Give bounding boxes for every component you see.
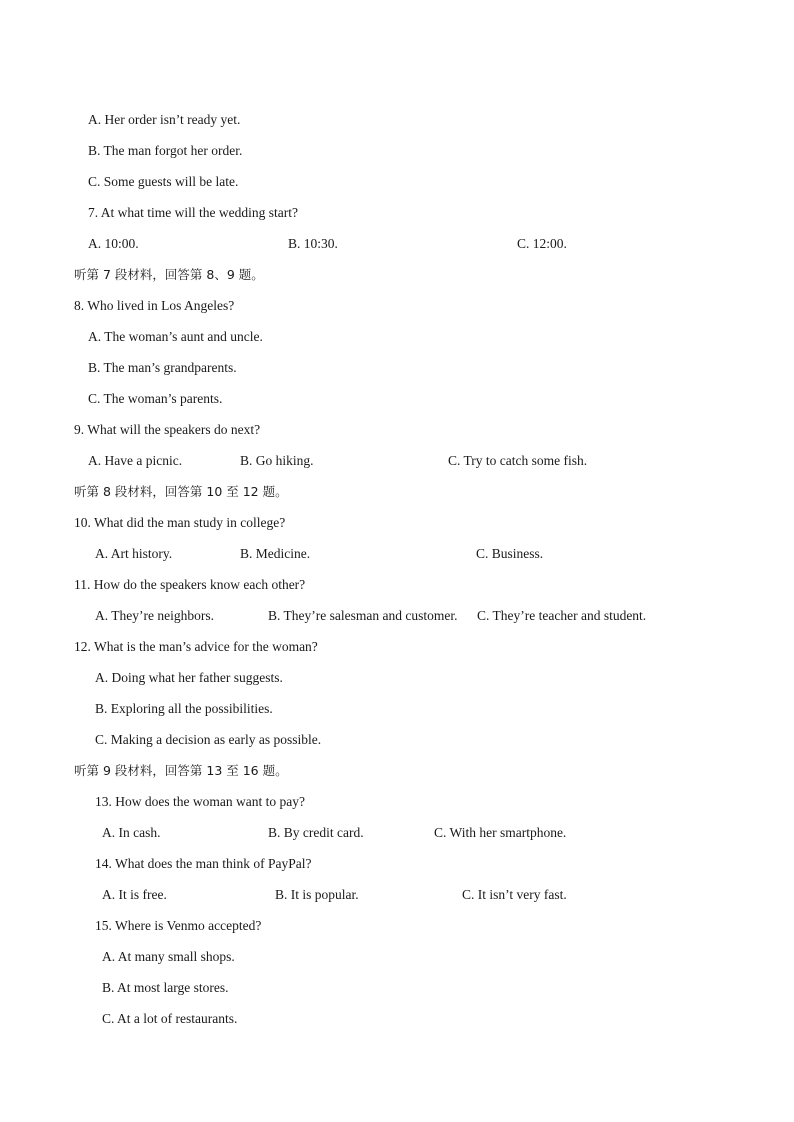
q6-option-b: B. The man forgot her order. [88,143,243,158]
q15-option-a: A. At many small shops. [102,949,235,964]
q6-option-a: A. Her order isn’t ready yet. [88,112,241,127]
q13-option-b: B. By credit card. [268,825,364,840]
q10-question: 10. What did the man study in college? [74,515,286,530]
q7-option-a: A. 10:00. [88,236,139,251]
q13-option-c: C. With her smartphone. [434,825,567,840]
q8-option-a: A. The woman’s aunt and uncle. [88,329,263,344]
q7-question: 7. At what time will the wedding start? [88,205,298,220]
section-8-instruction: 听第 8 段材料，回答第 10 至 12 题。 [74,484,288,499]
q8-option-c: C. The woman’s parents. [88,391,223,406]
q14-option-a: A. It is free. [102,887,167,902]
q9-option-c: C. Try to catch some fish. [448,453,588,468]
section-7-instruction: 听第 7 段材料，回答第 8、9 题。 [74,267,264,282]
q14-option-b: B. It is popular. [275,887,359,902]
q9-option-a: A. Have a picnic. [88,453,183,468]
q14-option-c: C. It isn’t very fast. [462,887,567,902]
q15-option-b: B. At most large stores. [102,980,229,995]
q9-option-b: B. Go hiking. [240,453,314,468]
q8-question: 8. Who lived in Los Angeles? [74,298,235,313]
q6-option-c: C. Some guests will be late. [88,174,239,189]
q11-option-a: A. They’re neighbors. [95,608,214,623]
q13-option-a: A. In cash. [102,825,161,840]
section-9-instruction: 听第 9 段材料，回答第 13 至 16 题。 [74,763,288,778]
q15-option-c: C. At a lot of restaurants. [102,1011,238,1026]
q7-option-b: B. 10:30. [288,236,338,251]
q10-option-a: A. Art history. [95,546,173,561]
q12-option-a: A. Doing what her father suggests. [95,670,283,685]
q8-option-b: B. The man’s grandparents. [88,360,237,375]
q11-option-c: C. They’re teacher and student. [477,608,647,623]
q12-question: 12. What is the man’s advice for the woman? [74,639,318,654]
q9-question: 9. What will the speakers do next? [74,422,261,437]
q7-option-c: C. 12:00. [517,236,567,251]
q12-option-b: B. Exploring all the possibilities. [95,701,273,716]
q11-option-b: B. They’re salesman and customer. [268,608,458,623]
q10-option-b: B. Medicine. [240,546,311,561]
q12-option-c: C. Making a decision as early as possible. [95,732,322,747]
q11-question: 11. How do the speakers know each other? [74,577,306,592]
q14-question: 14. What does the man think of PayPal? [95,856,312,871]
q13-question: 13. How does the woman want to pay? [95,794,305,809]
q10-option-c: C. Business. [476,546,544,561]
q15-question: 15. Where is Venmo accepted? [95,918,262,933]
